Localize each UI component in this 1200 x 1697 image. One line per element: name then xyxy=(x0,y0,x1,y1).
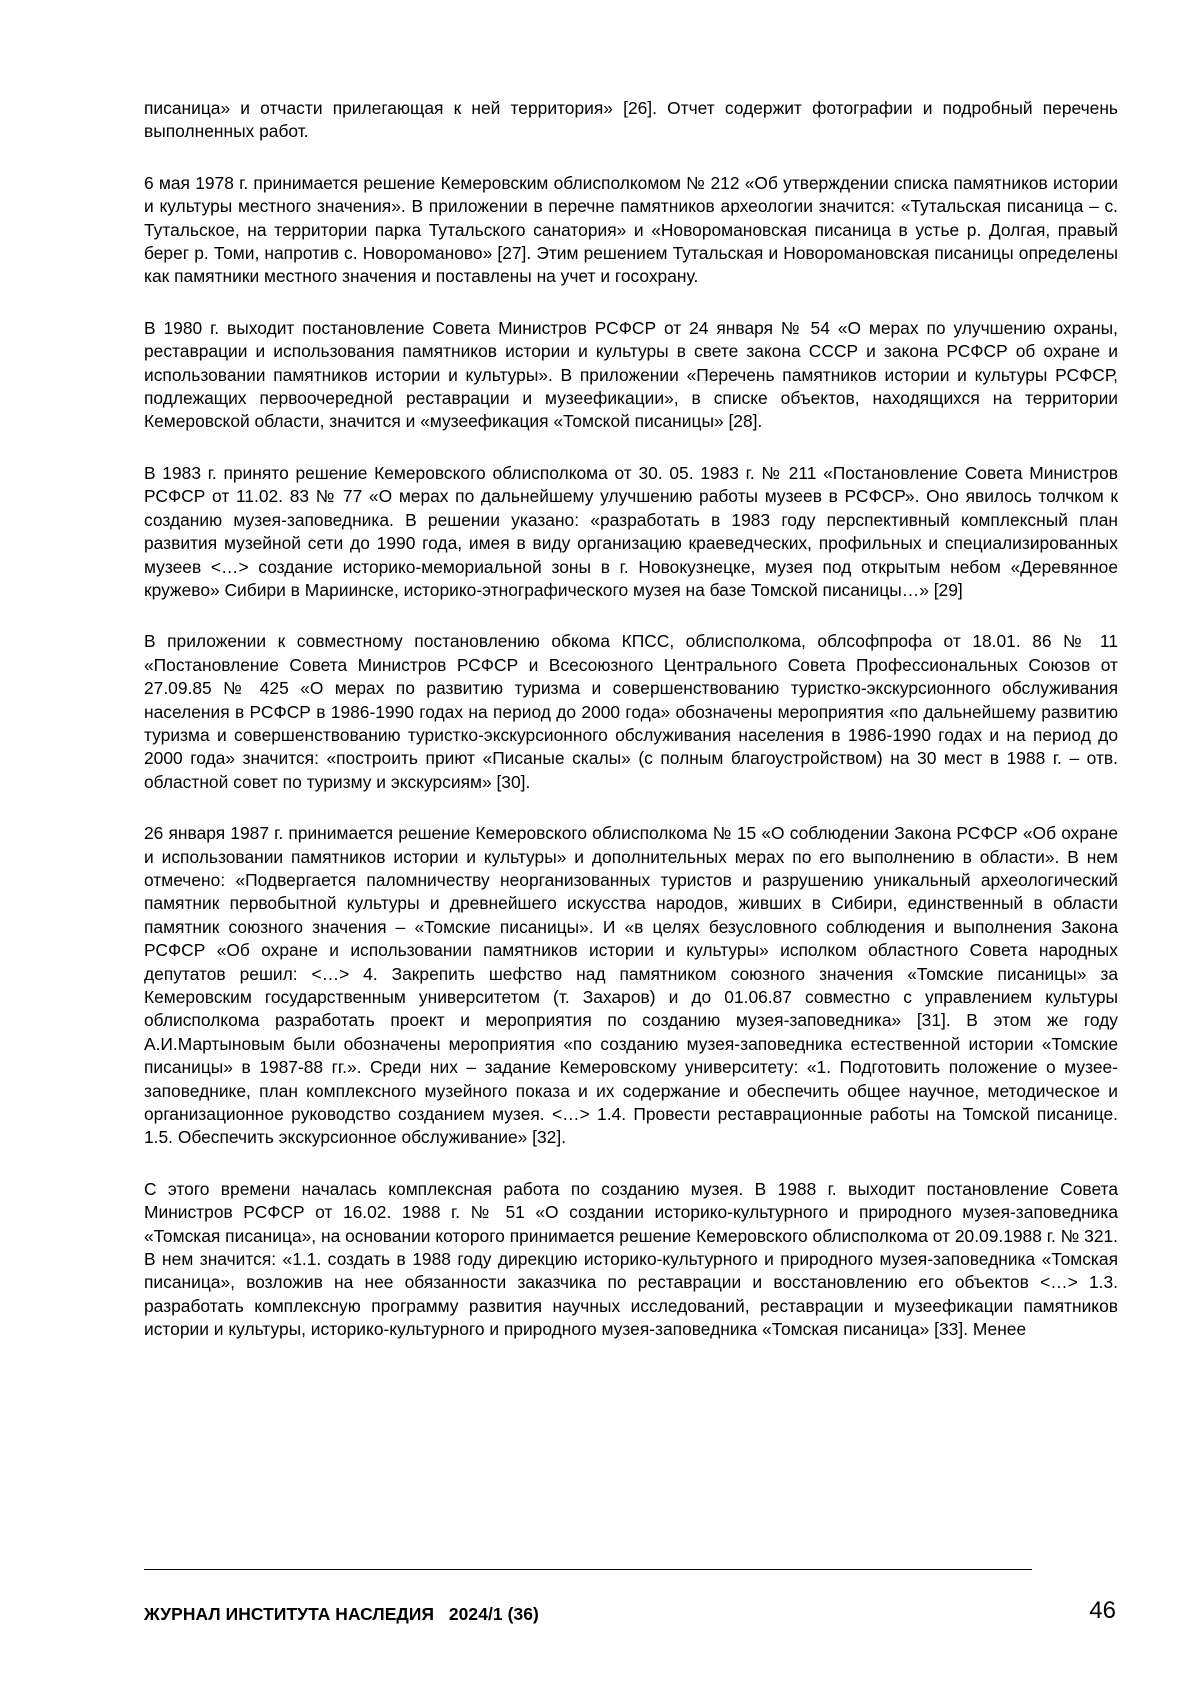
article-body xyxy=(144,97,1118,1370)
paragraph: 6 мая 1978 г. принимается решение Кемеровским облисполкомом № 212 «Об утверждении списка памятников истории и культуры местного значения». В приложении в перечне памятников археологии значится: «Тутальская писаница – с. Тутальское, на территории парка Тутальского санатория» и «Новоромановская писаница в устье р. Долгая, правый берег р. Томи, напротив с. Новороманово» [27]. Этим решением Тутальская и Новоромановская писаницы определены как памятники местного значения и поставлены на учет и госохрану. xyxy=(144,172,1118,287)
journal-title: ЖУРНАЛ ИНСТИТУТА НАСЛЕДИЯ 2024/1 (36) xyxy=(144,1604,539,1624)
paragraph: В 1983 г. принято решение Кемеровского облисполкома от 30. 05. 1983 г. № 211 «Постановление Совета Министров РСФСР от 11.02. 83 № 77 «О мерах по дальнейшему улучшению работы музеев в РСФСР». Оно явилось толчком к созданию музея-заповедника. В решении указано: «разработать в 1983 году перспективный комплексный план развития музейной сети до 1990 года, имея в виду организацию краеведческих, профильных и специализированных музеев <…> создание историко-мемориальной зоны в г. Новокузнецке, музея под открытым небом «Деревянное кружево» Сибири в Мариинске, историко-этнографического музея на базе Томской писаницы…» [29] xyxy=(144,462,1118,600)
page-number: 46 xyxy=(1089,1597,1116,1624)
paragraph: С этого времени началась комплексная работа по созданию музея. В 1988 г. выходит постановление Совета Министров РСФСР от 16.02. 1988 г. № 51 «О создании историко-культурного и природного музея-заповедника «Томская писаница», на основании которого принимается решение Кемеровского облисполкома от 20.09.1988 г. № 321. В нем значится: «1.1. создать в 1988 году дирекцию историко-культурного и природного музея-заповедника «Томская писаница», возложив на нее обязанности заказчика по реставрации и восстановлению его объектов <…> 1.3. разработать комплексную программу развития научных исследований, реставрации и музеефикации памятников истории и культуры, историко-культурного и природного музея-заповедника «Томская писаница» [33]. Менее xyxy=(144,1178,1118,1340)
paragraph: В приложении к совместному постановлению обкома КПСС, облисполкома, облсофпрофа от 18.01. 86 № 11 «Постановление Совета Министров РСФСР и Всесоюзного Центрального Совета Профессиональных Союзов от 27.09.85 № 425 «О мерах по развитию туризма и совершенствованию туристко-экскурсионного обслуживания населения в РСФСР в 1986-1990 годах на период до 2000 года» обозначены мероприятия «по дальнейшему развитию туризма и совершенствованию туристко-экскурсионного обслуживания населения в 1986-1990 годах и на период до 2000 года» значится: «построить приют «Писаные скалы» (с полным благоустройством) на 30 мест в 1988 г. – отв. областной совет по туризму и экскурсиям» [30]. xyxy=(144,631,1118,792)
footer-divider xyxy=(144,1569,1032,1570)
paragraph: 26 января 1987 г. принимается решение Кемеровского облисполкома № 15 «О соблюдении Закона РСФСР «Об охране и использовании памятников истории и культуры» и дополнительных мерах по его выполнению в области». В нем отмечено: «Подвергается паломничеству неорганизованных туристов и разрушению уникальный археологический памятник первобытной культуры и древнейшего искусства народов, живших в Сибири, единственный в области памятник союзного значения – «Томские писаницы». И «в целях безусловного соблюдения и выполнения Закона РСФСР «Об охране и использовании памятников истории и культуры» исполком областного Совета народных депутатов решил: <…> 4. Закрепить шефство над памятником союзного значения «Томские писаницы» за Кемеровским государственным университетом (т. Захаров) и до 01.06.87 совместно с управлением культуры облисполкома разработать проект и мероприятия по созданию музея-заповедника» [31]. В этом же году А.И.Мартыновым были обозначены мероприятия «по созданию музея-заповедника естественной истории «Томские писаницы» в 1987-88 гг.». Среди них – задание Кемеровскому университету: «1. Подготовить положение о музее-заповеднике, план комплексного музейного показа и их содержание и обеспечить общее научное, методическое и организационное руководство созданием музея. <…> 1.4. Провести реставрационные работы на Томской писанице. 1.5. Обеспечить экскурсионное обслуживание» [32]. xyxy=(144,823,1118,1148)
paragraph: В 1980 г. выходит постановление Совета Министров РСФСР от 24 января № 54 «О мерах по улучшению охраны, реставрации и использования памятников истории и культуры в свете закона СССР и закона РСФСР об охране и использовании памятников истории и культуры». В приложении «Перечень памятников истории и культуры РСФСР, подлежащих первоочередной реставрации и музеефикации», в списке объектов, находящихся на территории Кемеровской области, значится и «музеефикация «Томской писаницы» [28]. xyxy=(144,317,1118,432)
paragraph: писаница» и отчасти прилегающая к ней территория» [26]. Отчет содержит фотографии и подробный перечень выполненных работ. xyxy=(144,98,1118,142)
